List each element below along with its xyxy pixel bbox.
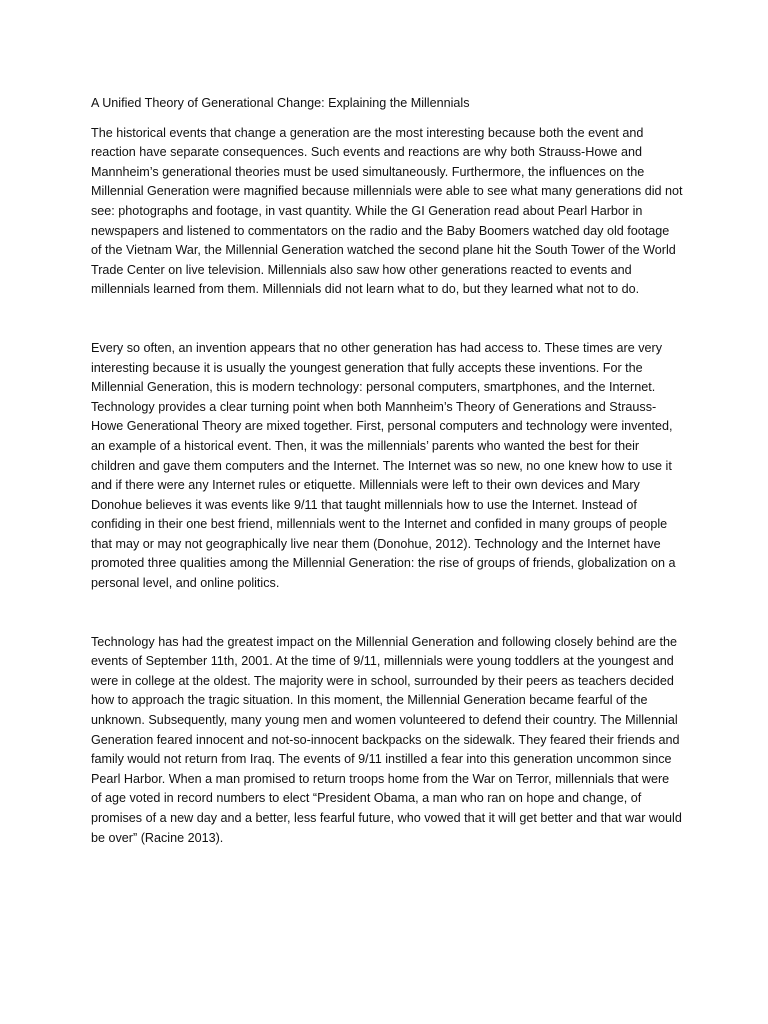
paragraph-3: Technology has had the greatest impact on the Millennial Generation and following closely behind are the events of September 11th, 2001. At the time of 9/11, millennials were young toddlers at the youngest and were in college at the oldest. The majority were in school, surrounded by their peers as teachers decided how to approach the tragic situation. In this moment, the Millennial Generation became fearful of the unknown. Subsequently, many young men and women volunteered to defend their country. The Millennial Generation feared innocent and not-so-innocent backpacks on the sidewalk. They feared their friends and family would not return from Iraq. The events of 9/11 instilled a fear into this generation uncommon since Pearl Harbor. When a man promised to return troops home from the War on Terror, millennials that were of age voted in record numbers to elect “President Obama, a man who ran on hope and change, of promises of a new day and a better, less fearful future, who vowed that it will get better and that war would be over” (Racine 2013).	[91, 634, 682, 845]
paragraph-2: Every so often, an invention appears that no other generation has had access to. These times are very interesting because it is usually the youngest generation that fully accepts these inventions. For the Millennial Generation, this is modern technology: personal computers, smartphones, and the Internet. Technology provides a clear turning point when both Mannheim’s Theory of Generations and Strauss-Howe Generational Theory are mixed together. First, personal computers and technology were invented, an example of a historical event. Then, it was the millennials’ parents who wanted the best for their children and gave them computers and the Internet. The Internet was so new, no one knew how to use it and if there were any Internet rules or etiquette. Millennials were left to their own devices and Mary Donohue believes it was events like 9/11 that taught millennials how to use the Internet. Instead of confiding in their one best friend, millennials went to the Internet and confided in many groups of people that may or may not geographically live near them (Donohue, 2012). Technology and the Internet have promoted three qualities among the Millennial Generation: the rise of groups of friends, globalization on a personal level, and online politics.	[91, 340, 676, 591]
document-title: A Unified Theory of Generational Change: Explaining the Millennials	[91, 96, 470, 110]
paragraph-1: The historical events that change a generation are the most interesting because both the event and reaction have separate consequences. Such events and reactions are why both Strauss-Howe and Mannheim’s generational theories must be used simultaneously. Furthermore, the influences on the Millennial Generation were magnified because millennials were able to see what many generations did not see: photographs and footage, in vast quantity. While the GI Generation read about Pearl Harbor in newspapers and listened to commentators on the radio and the Baby Boomers watched day old footage of the Vietnam War, the Millennial Generation watched the second plane hit the South Tower of the World Trade Center on live television. Millennials also saw how other generations reacted to events and millennials learned from them. Millennials did not learn what to do, but they learned what not to do.	[91, 125, 683, 297]
document-body	[91, 94, 683, 848]
